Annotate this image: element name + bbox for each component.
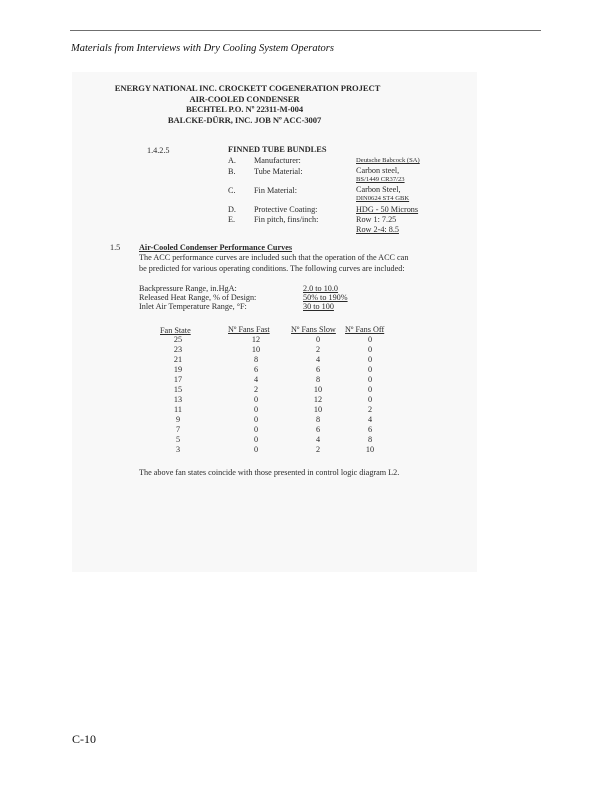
cell-fans-fast: 2 — [253, 385, 259, 394]
cell-fans-fast: 0 — [253, 405, 259, 414]
scanned-document-image — [72, 72, 477, 572]
title-line-job: BALCKE-DÜRR, INC. JOB Nº ACC-3007 — [167, 114, 322, 125]
cell-fan-state: 25 — [173, 335, 183, 344]
item-value-tube-material-spec: BS/1449 CR37/23 — [356, 176, 405, 183]
range-label-backpressure: Backpressure Range, in.HgA: — [139, 284, 237, 293]
cell-fan-state: 9 — [175, 415, 181, 424]
cell-fans-slow: 8 — [315, 375, 321, 384]
cell-fan-state: 11 — [174, 405, 182, 414]
cell-fan-state: 7 — [175, 425, 181, 434]
item-label-fin-material: Fin Material: — [254, 186, 297, 195]
cell-fan-state: 23 — [173, 345, 183, 354]
item-label-manufacturer: Manufacturer: — [254, 156, 301, 165]
title-line-company: ENERGY NATIONAL INC. CROCKETT COGENERATION PROJECT — [114, 83, 381, 93]
cell-fans-fast: 0 — [253, 395, 259, 404]
cell-fan-state: 5 — [175, 435, 181, 444]
cell-fans-off: 6 — [367, 425, 373, 434]
section-heading-finned-tube-bundles: FINNED TUBE BUNDLES — [228, 145, 327, 154]
table-header-fans-off: Nº Fans Off — [345, 325, 385, 334]
cell-fan-state: 15 — [173, 385, 183, 394]
title-line-equipment: AIR-COOLED CONDENSER — [189, 93, 300, 104]
cell-fans-fast: 6 — [253, 365, 259, 374]
cell-fans-off: 0 — [367, 395, 373, 404]
item-value-fin-pitch-row2-4: Row 2-4: 8.5 — [356, 225, 399, 234]
cell-fans-off: 2 — [367, 405, 373, 414]
cell-fans-slow: 4 — [315, 435, 321, 444]
paragraph-line-1: The ACC performance curves are included such that the operation of the ACC can — [139, 253, 409, 262]
range-label-released-heat: Released Heat Range, % of Design: — [139, 293, 257, 302]
item-letter-d: D. — [228, 205, 236, 214]
item-value-fin-pitch-row1: Row 1: 7.25 — [356, 215, 397, 224]
paragraph-line-2: be predicted for various operating conditions. The following curves are included: — [139, 264, 405, 273]
cell-fans-fast: 8 — [253, 355, 259, 364]
cell-fans-fast: 0 — [253, 435, 259, 444]
item-letter-e: E. — [228, 215, 236, 224]
range-value-backpressure: 2.0 to 10.0 — [303, 284, 339, 293]
cell-fans-off: 0 — [367, 365, 373, 374]
item-letter-a: A. — [228, 156, 236, 165]
cell-fans-fast: 12 — [251, 335, 261, 344]
item-letter-c: C. — [228, 186, 236, 195]
cell-fans-fast: 0 — [253, 445, 259, 454]
cell-fans-off: 8 — [367, 435, 373, 444]
item-value-protective-coating: HDG - 50 Microns — [356, 205, 419, 214]
cell-fans-off: 10 — [365, 445, 375, 454]
document-title-block — [72, 83, 477, 125]
section-number-15: 1.5 — [110, 243, 121, 252]
section-heading-performance-curves: Air-Cooled Condenser Performance Curves — [139, 243, 293, 252]
cell-fans-off: 0 — [367, 335, 373, 344]
cell-fans-fast: 10 — [251, 345, 261, 354]
cell-fans-off: 0 — [367, 375, 373, 384]
item-value-fin-material: Carbon Steel, — [356, 185, 401, 194]
item-value-manufacturer: Deutsche Babcock (SA) — [356, 157, 420, 164]
cell-fans-slow: 6 — [315, 365, 321, 374]
range-value-inlet-air-temp: 30 to 100 — [303, 302, 334, 311]
page-number: C-10 — [72, 732, 96, 746]
cell-fans-fast: 0 — [253, 425, 259, 434]
closing-note: The above fan states coincide with those presented in control logic diagram L2. — [139, 468, 400, 477]
range-label-inlet-air-temp: Inlet Air Temperature Range, °F: — [139, 302, 247, 311]
item-value-fin-material-spec: DIN0624 ST4 GBK — [356, 195, 410, 202]
cell-fans-slow: 4 — [315, 355, 321, 364]
table-header-fans-fast: Nº Fans Fast — [228, 325, 270, 334]
cell-fans-off: 0 — [367, 355, 373, 364]
range-value-released-heat: 50% to 190% — [303, 293, 348, 302]
cell-fans-off: 0 — [367, 385, 373, 394]
item-label-tube-material: Tube Material: — [254, 167, 303, 176]
table-header-fans-slow: Nº Fans Slow — [291, 325, 336, 334]
cell-fans-off: 4 — [367, 415, 373, 424]
cell-fans-slow: 10 — [313, 385, 323, 394]
cell-fan-state: 13 — [173, 395, 183, 404]
item-label-fin-pitch: Fin pitch, fins/inch: — [254, 215, 319, 224]
cell-fans-slow: 2 — [315, 345, 321, 354]
cell-fans-fast: 4 — [253, 375, 259, 384]
section-number-1425: 1.4.2.5 — [147, 146, 170, 155]
cell-fan-state: 19 — [173, 365, 183, 374]
cell-fans-slow: 12 — [313, 395, 323, 404]
cell-fans-slow: 10 — [313, 405, 323, 414]
item-label-protective-coating: Protective Coating: — [254, 205, 318, 214]
table-header-fan-state: Fan State — [160, 326, 191, 335]
item-letter-b: B. — [228, 167, 236, 176]
cell-fans-off: 0 — [367, 345, 373, 354]
title-line-po: BECHTEL P.O. Nº 22311-M-004 — [185, 104, 304, 115]
cell-fans-fast: 0 — [253, 415, 259, 424]
cell-fan-state: 3 — [175, 445, 181, 454]
cell-fan-state: 21 — [173, 355, 183, 364]
item-value-tube-material: Carbon steel, — [356, 166, 400, 175]
cell-fans-slow: 2 — [315, 445, 321, 454]
running-header: Materials from Interviews with Dry Cooling System Operators — [71, 43, 334, 54]
cell-fans-slow: 6 — [315, 425, 321, 434]
cell-fans-slow: 8 — [315, 415, 321, 424]
cell-fans-slow: 0 — [315, 335, 321, 344]
cell-fan-state: 17 — [173, 375, 183, 384]
header-rule — [70, 30, 541, 31]
